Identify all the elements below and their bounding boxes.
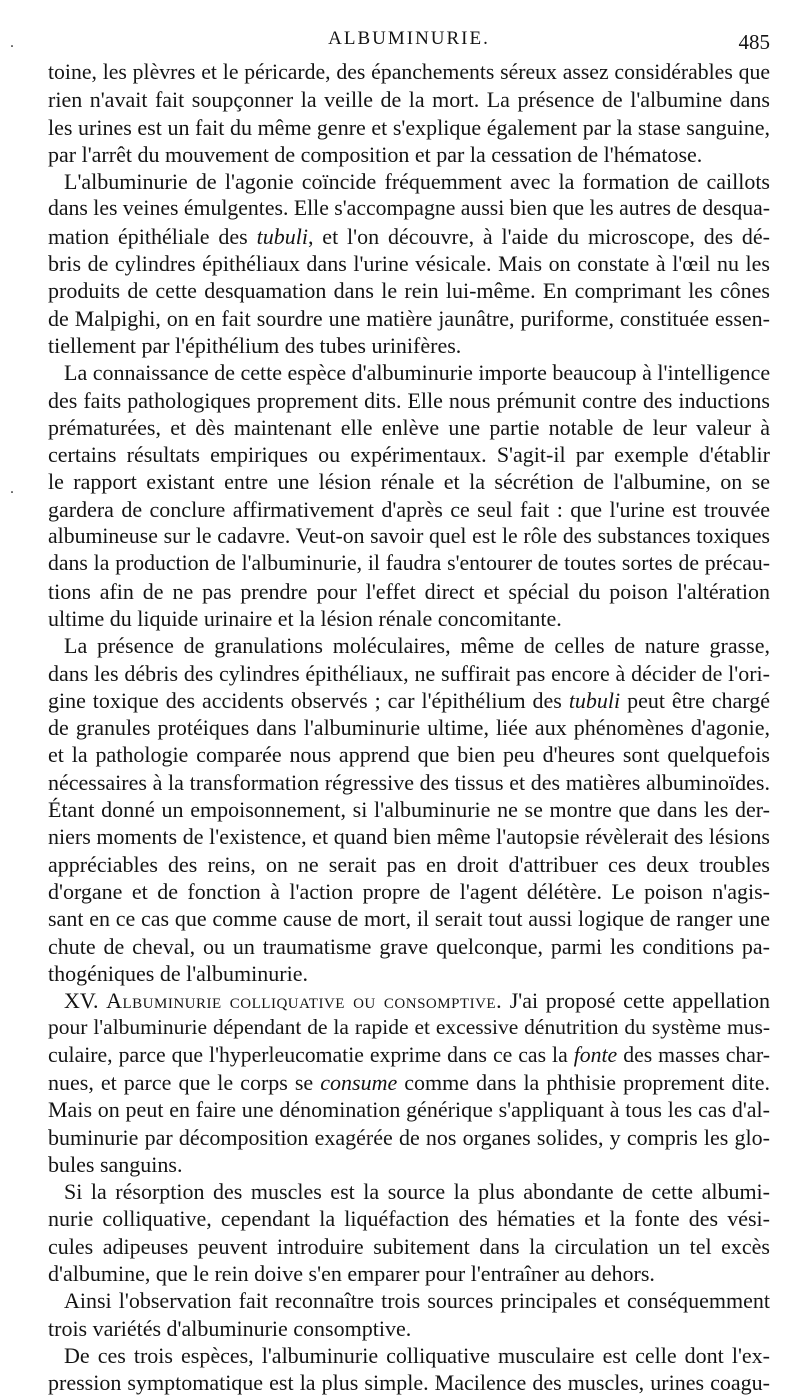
text-line: ultime du liquide urinaire et la lésion rénale concomitante.: [48, 605, 562, 631]
text-line: bris de cylindres épithéliaux dans l'urine vésicale. Mais on constate à l'œil nu les: [48, 251, 770, 277]
text-line: nécessaires à la transformation régressive des tissus et des matières albuminoïdes.: [48, 769, 770, 795]
section-number: XV.: [64, 988, 99, 1014]
text-span: nues, et parce que le corps se: [48, 1069, 314, 1095]
text-line: De ces trois espèces, l'albuminurie colliquative musculaire est celle dont l'ex-: [64, 1342, 770, 1368]
text-line: de granules protéiques dans l'albuminurie ultime, liée aux phénomènes d'agonie,: [48, 715, 770, 741]
text-line: [48, 1069, 770, 1096]
text-line: produits de cette desquamation dans le rein lui-même. En comprimant les cônes: [48, 278, 770, 304]
text-line: chute de cheval, ou un traumatisme grave quelconque, parmi les conditions pa-: [48, 933, 770, 959]
text-span: J'ai proposé cette appellation: [502, 988, 770, 1014]
text-line: dans la production de l'albuminurie, il faudra s'entourer de toutes sortes de précau-: [48, 551, 770, 576]
text-line: trois variétés d'albuminurie consomptive.: [48, 1315, 412, 1341]
text-line: [48, 223, 770, 250]
text-line: Si la résorption des muscles est la source la plus abondante de cette albumi-: [64, 1179, 770, 1205]
text-span: des masses char-: [617, 1042, 771, 1067]
margin-mark: .: [10, 34, 14, 51]
text-line: dans les débris des cylindres épithéliaux, ne suffirait pas encore à décider de l'ori-: [48, 660, 770, 686]
text-line: buminurie par décomposition exagérée de nos organes solides, y compris les glo-: [48, 1124, 770, 1150]
italic-term: consume: [320, 1069, 398, 1095]
text-line: thogéniques de l'albuminurie.: [48, 960, 308, 986]
text-line: tions afin de ne pas prendre pour l'effet direct et spécial du poison l'altération: [48, 578, 770, 604]
text-line: Étant donné un empoisonnement, si l'albuminurie ne se montre que dans les der-: [48, 797, 770, 823]
text-line: pression symptomatique est la plus simple. Macilence des muscles, urines coagu-: [48, 1370, 770, 1396]
text-line: nurie colliquative, cependant la liquéfaction des hématies et la fonte des vési-: [48, 1206, 770, 1232]
text-line: les urines est un fait du même genre et s'explique également par la stase sanguine,: [48, 114, 770, 140]
text-line: appréciables des reins, on ne serait pas en droit d'attribuer ces deux troubles: [48, 851, 770, 877]
text-line: gardera de conclure affirmativement d'après ce seul fait : que l'urine est trouvée: [48, 496, 770, 522]
text-line: bules sanguins.: [48, 1151, 183, 1177]
text-span: mation épithéliale des: [48, 223, 248, 249]
body-text: [48, 59, 770, 1397]
text-line: La connaissance de cette espèce d'albuminurie importe beaucoup à l'intelligence: [64, 360, 771, 386]
text-line: des faits pathologiques proprement dits. Elle nous prémunit contre des inductions: [48, 387, 770, 413]
text-line: cules adipeuses peuvent introduire subitement dans la circulation un tel excès: [48, 1233, 770, 1259]
italic-term: tubuli: [256, 223, 308, 249]
text-line: L'albuminurie de l'agonie coïncide fréquemment avec la formation de caillots: [64, 169, 770, 195]
text-line: dans les veines émulgentes. Elle s'accompagne aussi bien que les autres de desqua-: [48, 196, 771, 221]
page-header: [48, 28, 770, 58]
text-line: de Malpighi, on en fait sourdre une matière jaunâtre, puriforme, constituée essen-: [48, 305, 770, 331]
text-span: gine toxique des accidents observés ; car l'épithélium des: [48, 687, 562, 713]
text-line: [48, 687, 770, 714]
text-line: d'albumine, que le rein doive s'en emparer pour l'entraîner au dehors.: [48, 1261, 655, 1287]
section-heading-line: [48, 987, 770, 1014]
text-line: certains résultats empiriques ou expérimentaux. S'agit-il par exemple d'établir: [48, 442, 770, 468]
text-line: albumineuse sur le cadavre. Veut-on savoir quel est le rôle des substances toxiques: [48, 524, 770, 549]
italic-term: fonte: [573, 1042, 618, 1067]
italic-term: tubuli: [568, 687, 621, 713]
section-title: Albuminurie colliquative ou consomptive.: [106, 988, 503, 1014]
text-line: rien n'avait fait soupçonner la veille de la mort. La présence de l'albumine dans: [48, 87, 770, 113]
text-line: le rapport existant entre une lésion rénale et la sécrétion de l'albumine, on se: [48, 469, 770, 495]
running-head: ALBUMINURIE.: [328, 28, 490, 49]
text-span: , et l'on découvre, à l'aide du microscope, des dé-: [307, 223, 770, 249]
page-number: 485: [738, 30, 770, 54]
text-line: La présence de granulations moléculaires, même de celles de nature grasse,: [64, 633, 770, 659]
text-line: et la pathologie comparée nous apprend que bien peu d'heures sont quelquefois: [48, 742, 770, 768]
text-line: tiellement par l'épithélium des tubes urinifères.: [48, 332, 462, 358]
text-span: culaire, parce que l'hyperleucomatie exprime dans ce cas la: [48, 1042, 568, 1067]
text-line: prématurées, et dès maintenant elle enlève une partie notable de leur valeur à: [48, 414, 770, 440]
text-line: Ainsi l'observation fait reconnaître trois sources principales et conséquemment: [64, 1288, 770, 1314]
text-line: d'organe et de fonction à l'action propre de l'agent délétère. Le poison n'agis-: [48, 878, 770, 904]
text-span: peut être chargé: [620, 687, 770, 713]
text-line: par l'arrêt du mouvement de composition et par la cessation de l'hématose.: [48, 141, 703, 167]
margin-mark: .: [10, 480, 14, 497]
text-span: comme dans la phthisie proprement dite.: [397, 1069, 771, 1095]
text-line: [48, 1042, 770, 1069]
text-line: toine, les plèvres et le péricarde, des épanchements séreux assez considérables que: [48, 60, 770, 84]
text-line: sant en ce cas que comme cause de mort, il serait tout aussi logique de ranger une: [48, 906, 770, 932]
text-line: niers moments de l'existence, et quand bien même l'autopsie révèlerait des lésions: [48, 824, 770, 850]
text-line: pour l'albuminurie dépendant de la rapide et excessive dénutrition du système mus-: [48, 1015, 770, 1040]
text-line: Mais on peut en faire une dénomination générique s'appliquant à tous les cas d'al-: [48, 1097, 770, 1123]
